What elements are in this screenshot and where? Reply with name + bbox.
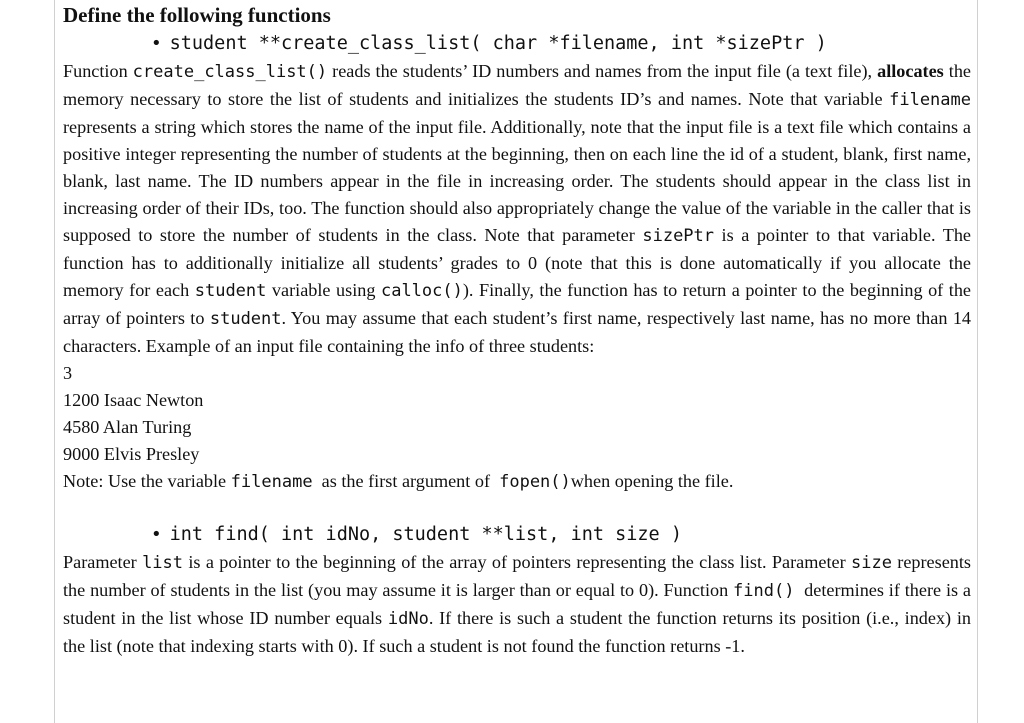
code-create-class-list: create_class_list() xyxy=(132,62,328,82)
signature-text: int find( int idNo, student **list, int size ) xyxy=(169,524,682,545)
text: represents a string which stores the name of the input file. Additionally, note that the input file is a text file which contains a positive integer representing the number of students at the beginning, then on each line the id of a student, blank, first name, blank, last name. The ID numbers appear in the file in increasing order. The students should appear in the class list in increasing order of their IDs, too. The function should also appropriately change the value of the variable in the caller that is supposed to store the number of students in the class. Note that parameter xyxy=(63,117,971,245)
text: determines if there is a student in the list whose ID number equals xyxy=(63,580,976,628)
text: reads the students’ ID numbers and names from the input file (a text file), xyxy=(327,61,878,81)
page-title: Define the following functions xyxy=(63,3,331,27)
text: . If there is such a student the function returns its position (i.e., index) in the list (note that indexing starts with 0). If such a student is not found the function returns -1. xyxy=(63,608,972,656)
text: as the first argument of xyxy=(312,471,500,491)
code-student: student xyxy=(194,281,267,301)
example-line: 1200 Isaac Newton xyxy=(63,390,204,410)
code-list: list xyxy=(142,553,184,573)
bullet-icon: • xyxy=(151,524,162,545)
code-fopen: fopen() xyxy=(499,472,571,492)
text: when opening the file. xyxy=(570,471,734,491)
code-size: size xyxy=(850,553,892,573)
code-find: find() xyxy=(733,581,795,601)
code-filename: filename xyxy=(889,90,971,110)
signature-text: student **create_class_list( char *filename, int *sizePtr ) xyxy=(169,33,827,54)
text: variable using xyxy=(266,280,381,300)
text: Parameter xyxy=(63,552,143,572)
text: . You may assume that each student’s first name, respectively last name, has no more than 14 characters. Example of an input file containing the info of three students: xyxy=(63,308,972,356)
code-filename: filename xyxy=(230,472,313,492)
function-signature-create-class-list xyxy=(151,30,971,58)
text: Note: Use the variable xyxy=(63,471,231,491)
text: the memory necessary to store the list of students and initializes the students ID’s and names. Note that variable xyxy=(63,61,971,109)
example-line: 4580 Alan Turing xyxy=(63,417,192,437)
example-line: 3 xyxy=(63,363,73,383)
bold-allocates: allocates xyxy=(877,61,944,81)
text: is a pointer to the beginning of the array of pointers representing the class list. Parameter xyxy=(183,552,851,572)
find-description xyxy=(63,549,976,660)
bullet-icon: • xyxy=(151,33,162,54)
text: is a pointer to that variable. The function has to additionally initialize all students’ grades to 0 (note that this is done automatically if you allocate the memory for each xyxy=(63,225,971,300)
example-line: 9000 Elvis Presley xyxy=(63,444,200,464)
code-calloc: calloc() xyxy=(380,281,463,301)
function-signature-find xyxy=(151,521,971,549)
create-class-list-description xyxy=(63,58,971,360)
text: ). Finally, the function has to return a pointer to the beginning of the array of pointers to xyxy=(63,280,971,328)
fopen-note xyxy=(63,468,971,495)
code-idno: idNo xyxy=(387,609,429,629)
code-student: student xyxy=(209,309,282,329)
spacer xyxy=(63,495,971,521)
text: represents the number of students in the list (you may assume it is larger than or equal to 0). Function xyxy=(63,552,971,600)
text: Function xyxy=(63,61,133,81)
code-sizeptr: sizePtr xyxy=(642,226,715,246)
document xyxy=(63,0,976,660)
